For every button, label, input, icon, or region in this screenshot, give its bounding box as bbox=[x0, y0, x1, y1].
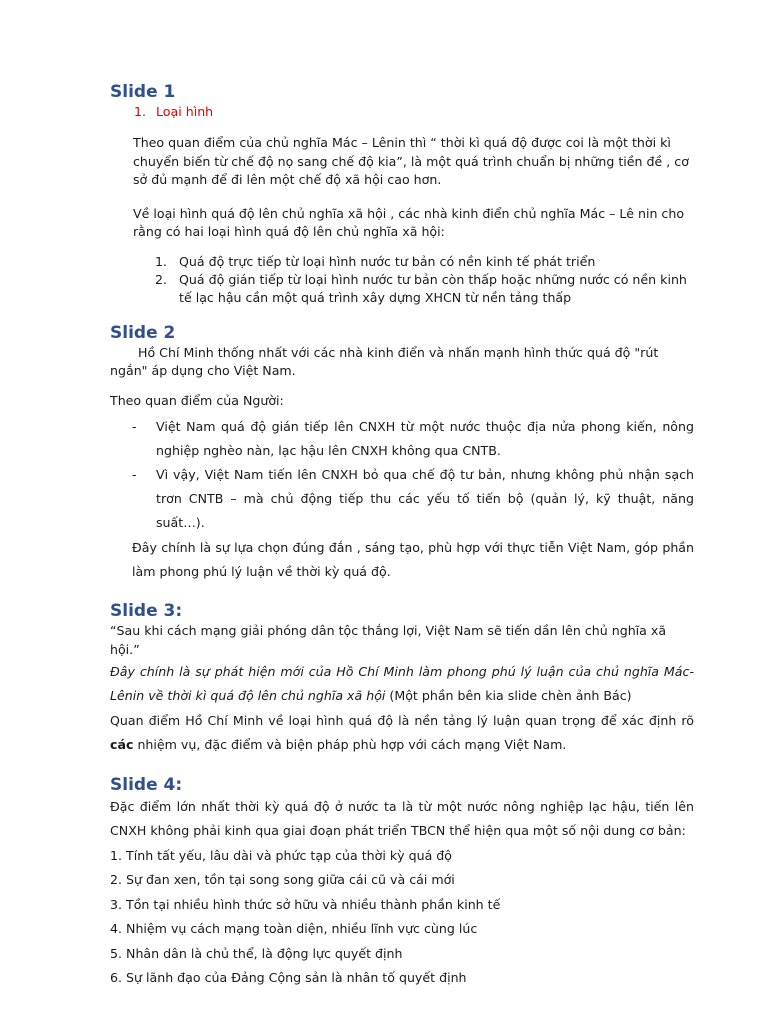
slide3-paragraph-2 bbox=[110, 709, 694, 758]
list-item-text: Quá độ trực tiếp từ loại hình nước tư bản có nền kinh tế phát triển bbox=[179, 253, 596, 269]
slide2-heading: Slide 2 bbox=[110, 322, 176, 343]
list-item: 4. Nhiệm vụ cách mạng toàn diện, nhiều lĩnh vực cùng lúc bbox=[110, 921, 478, 936]
list-item: 6. Sự lãnh đạo của Đảng Cộng sản là nhân tố quyết định bbox=[110, 970, 467, 985]
slide3-heading: Slide 3: bbox=[110, 600, 183, 621]
slide4-list bbox=[110, 844, 694, 991]
dash-marker: - bbox=[132, 418, 137, 434]
slide3-italic-text: Đây chính là sự phát hiện mới của Hồ Chí Minh làm phong phú lý luận của chủ nghĩa Mác-Lênin về thời kì quá độ lên chủ nghĩa xã hội bbox=[110, 663, 694, 703]
slide3-note: (Một phần bên kia slide chèn ảnh Bác) bbox=[385, 688, 632, 703]
slide4-heading: Slide 4: bbox=[110, 774, 183, 795]
slide1-heading: Slide 1 bbox=[110, 82, 176, 102]
slide2-paragraph-2: Theo quan điểm của Người: bbox=[110, 392, 284, 408]
slide3-para-bold: các bbox=[110, 737, 134, 752]
slide1-type-number: 1. bbox=[134, 104, 147, 119]
slide3-paragraph-1 bbox=[110, 660, 694, 709]
slide2-paragraph-1: Hồ Chí Minh thống nhất với các nhà kinh điển và nhấn mạnh hình thức quá độ "rút ngắn" áp dụng cho Việt Nam. bbox=[110, 344, 659, 378]
list-item-text: Việt Nam quá độ gián tiếp lên CNXH từ một nước thuộc địa nửa phong kiến, nông nghiệp nghèo nàn, lạc hậu lên CNXH không qua CNTB. bbox=[156, 418, 694, 458]
list-item: 5. Nhân dân là chủ thể, là động lực quyết định bbox=[110, 945, 403, 961]
slide1-type-label: Loại hình bbox=[156, 104, 214, 119]
list-item-text: Vì vậy, Việt Nam tiến lên CNXH bỏ qua chế độ tư bản, nhưng không phủ nhận sạch trơn CNTB – mà chủ động tiếp thu các yếu tố tiến bộ (quản lý, kỹ thuật, năng suất…). bbox=[156, 466, 694, 530]
slide1-paragraph-2: Về loại hình quá độ lên chủ nghĩa xã hội , các nhà kinh điển chủ nghĩa Mác – Lê nin cho rằng có hai loại hình quá độ lên chủ nghĩa xã hội: bbox=[133, 205, 685, 239]
list-item: 2. Sự đan xen, tồn tại song song giữa cái cũ và cái mới bbox=[110, 872, 455, 887]
list-item bbox=[155, 271, 694, 307]
list-item bbox=[110, 463, 694, 535]
list-item-number: 1. bbox=[155, 253, 168, 269]
list-item: 3. Tồn tại nhiều hình thức sở hữu và nhiều thành phần kinh tế bbox=[110, 896, 501, 912]
list-item-number: 2. bbox=[155, 271, 168, 287]
list-item-text: Quá độ gián tiếp từ loại hình nước tư bản còn thấp hoặc những nước có nền kinh tế lạc hậu cần một quá trình xây dựng XHCN từ nền tảng thấp bbox=[179, 271, 687, 305]
list-item bbox=[110, 415, 694, 463]
slide2-dash-list bbox=[110, 415, 694, 535]
slide1-type-list bbox=[110, 253, 694, 307]
slide1-paragraph-1: Theo quan điểm của chủ nghĩa Mác – Lênin thì “ thời kì quá độ được coi là một thời kì chuyển biến từ chế độ nọ sang chế độ kia”, là một quá trình chuẩn bị những tiền đề , cơ sở đủ mạnh để đi lên một chế độ xã hội cao hơn. bbox=[133, 135, 689, 187]
slide4-intro: Đặc điểm lớn nhất thời kỳ quá độ ở nước ta là từ một nước nông nghiệp lạc hậu, tiến lên CNXH không phải kinh qua giai đoạn phát triển TBCN thể hiện qua một số nội dung cơ bản: bbox=[110, 798, 694, 838]
list-item: 1. Tính tất yếu, lâu dài và phức tạp của thời kỳ quá độ bbox=[110, 847, 452, 863]
slide2-paragraph-3: Đây chính là sự lựa chọn đúng đắn , sáng tạo, phù hợp với thực tiễn Việt Nam, góp phần làm phong phú lý luận về thời kỳ quá độ. bbox=[132, 539, 694, 579]
slide3-para-start: Quan điểm Hồ Chí Minh về loại hình quá độ là nền tảng lý luận quan trọng để xác định rõ bbox=[110, 712, 694, 728]
slide3-para-end: nhiệm vụ, đặc điểm và biện pháp phù hợp với cách mạng Việt Nam. bbox=[133, 737, 567, 752]
slide1-type-item bbox=[134, 103, 694, 121]
dash-marker: - bbox=[132, 466, 137, 482]
slide3-quote: “Sau khi cách mạng giải phóng dân tộc thắng lợi, Việt Nam sẽ tiến dần lên chủ nghĩa xã hội.” bbox=[110, 622, 667, 657]
list-item bbox=[155, 253, 694, 271]
document-page bbox=[110, 80, 694, 991]
